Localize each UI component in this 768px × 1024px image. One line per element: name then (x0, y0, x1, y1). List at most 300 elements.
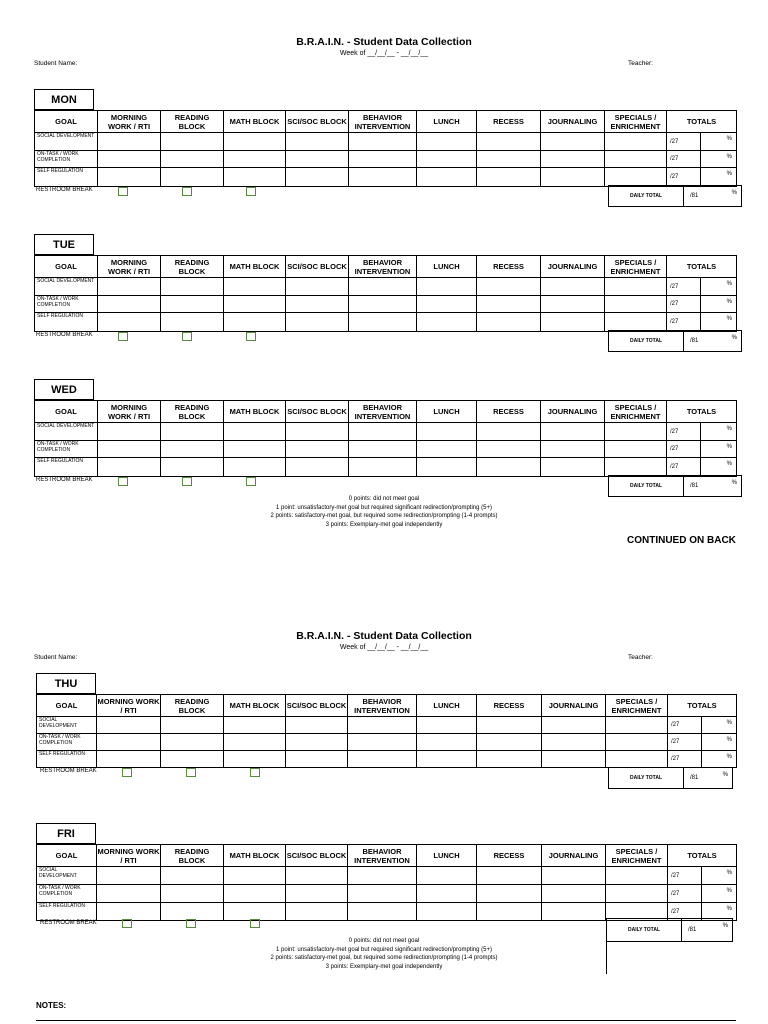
legend-line: 0 points: did not meet goal (348, 938, 420, 944)
scoring-legend (0, 495, 768, 529)
row-percent[interactable]: % (701, 313, 737, 332)
row-percent[interactable]: % (701, 296, 737, 313)
score-cell[interactable] (477, 423, 541, 441)
score-cell[interactable] (161, 751, 224, 768)
score-cell[interactable] (349, 168, 417, 187)
score-cell[interactable] (349, 423, 417, 441)
goal-label: SOCIAL DEVELOPMENT (35, 278, 98, 296)
score-cell[interactable] (542, 751, 606, 768)
daily-total-percent[interactable]: % (722, 923, 728, 929)
score-cell[interactable] (605, 151, 667, 168)
table-row (35, 423, 737, 441)
header-reading: READING BLOCK (161, 845, 224, 867)
score-cell[interactable] (161, 151, 224, 168)
score-cell[interactable] (98, 423, 161, 441)
header-recess: RECESS (477, 845, 542, 867)
restroom-label: RESTROOM BREAK (36, 477, 93, 483)
score-cell[interactable] (605, 168, 667, 187)
header-math: MATH BLOCK (224, 695, 286, 717)
score-cell[interactable] (161, 867, 224, 885)
daily-total-label: DAILY TOTAL (609, 331, 684, 351)
score-cell[interactable] (224, 133, 286, 151)
score-cell[interactable] (477, 734, 542, 751)
restroom-checkbox[interactable] (186, 919, 196, 928)
daily-total-value[interactable]: /81 (690, 775, 699, 781)
score-cell[interactable] (477, 717, 542, 734)
row-total[interactable]: /27 (667, 278, 701, 296)
goal-label: ON-TASK / WORK COMPLETION (35, 151, 98, 168)
header-math: MATH BLOCK (224, 845, 286, 867)
score-cell[interactable] (417, 717, 477, 734)
restroom-checkbox[interactable] (186, 768, 196, 777)
row-total[interactable]: /27 (667, 441, 701, 458)
score-cell[interactable] (477, 885, 542, 903)
daily-total-label: DAILY TOTAL (609, 476, 684, 496)
score-cell[interactable] (417, 441, 477, 458)
score-cell[interactable] (417, 734, 477, 751)
row-percent[interactable]: % (701, 458, 737, 477)
score-cell[interactable] (224, 168, 286, 187)
score-cell[interactable] (477, 441, 541, 458)
table-row (37, 867, 737, 885)
score-cell[interactable] (348, 903, 417, 921)
score-cell[interactable] (286, 885, 348, 903)
score-cell[interactable] (97, 751, 161, 768)
header-goal: GOAL (35, 401, 98, 423)
score-cell[interactable] (542, 717, 606, 734)
score-cell[interactable] (98, 441, 161, 458)
score-cell[interactable] (477, 278, 541, 296)
header-recess: RECESS (477, 256, 541, 278)
score-cell[interactable] (286, 441, 349, 458)
row-percent[interactable]: % (701, 168, 737, 187)
fri-data-table (36, 844, 737, 921)
row-percent[interactable]: % (702, 751, 737, 768)
score-cell[interactable] (224, 423, 286, 441)
header-morning: MORNING WORK / RTI (97, 696, 160, 715)
score-cell[interactable] (477, 151, 541, 168)
daily-total-box (608, 185, 742, 207)
row-total[interactable]: /27 (667, 168, 701, 187)
goal-label: ON-TASK / WORK COMPLETION (37, 885, 97, 903)
score-cell[interactable] (477, 867, 542, 885)
score-cell[interactable] (541, 133, 605, 151)
score-cell[interactable] (605, 458, 667, 477)
score-cell[interactable] (477, 168, 541, 187)
goal-label: SELF REGULATION (35, 458, 98, 477)
score-cell[interactable] (224, 717, 286, 734)
row-percent[interactable]: % (702, 734, 737, 751)
header-journaling: JOURNALING (541, 111, 605, 133)
row-total[interactable]: /27 (667, 458, 701, 477)
header-goal: GOAL (35, 111, 98, 133)
row-percent[interactable]: % (702, 903, 737, 921)
score-cell[interactable] (417, 867, 477, 885)
header-totals: TOTALS (667, 111, 737, 133)
score-cell[interactable] (541, 441, 605, 458)
legend-line: 3 points: Exemplary-met goal independently (325, 963, 443, 970)
header-reading: READING BLOCK (161, 401, 224, 423)
header-scisoc: SCI/SOC BLOCK (286, 111, 349, 133)
daily-total-percent[interactable]: % (731, 335, 737, 341)
score-cell[interactable] (349, 133, 417, 151)
score-cell[interactable] (98, 168, 161, 187)
restroom-checkbox[interactable] (122, 919, 132, 928)
score-cell[interactable] (417, 296, 477, 313)
row-total[interactable]: /27 (667, 423, 701, 441)
header-behavior: BEHAVIOR INTERVENTION (348, 845, 417, 867)
row-total[interactable]: /27 (667, 151, 701, 168)
restroom-checkbox[interactable] (182, 477, 192, 486)
score-cell[interactable] (417, 168, 477, 187)
daily-total-value[interactable]: /81 (688, 927, 697, 933)
score-cell[interactable] (349, 441, 417, 458)
header-goal: GOAL (35, 256, 98, 278)
score-cell[interactable] (286, 717, 348, 734)
row-total[interactable]: /27 (668, 734, 702, 751)
score-cell[interactable] (477, 751, 542, 768)
restroom-checkbox[interactable] (182, 332, 192, 341)
score-cell[interactable] (98, 296, 161, 313)
notes-label: NOTES: (36, 1001, 67, 1010)
page-title: B.R.A.I.N. - Student Data Collection (296, 630, 472, 642)
score-cell[interactable] (477, 458, 541, 477)
score-cell[interactable] (417, 885, 477, 903)
score-cell[interactable] (349, 313, 417, 332)
restroom-label: RESTROOM BREAK (36, 187, 93, 193)
score-cell[interactable] (542, 867, 606, 885)
row-total[interactable]: /27 (667, 313, 701, 332)
score-cell[interactable] (224, 278, 286, 296)
student-name-label[interactable]: Student Name: (34, 654, 78, 661)
score-cell[interactable] (417, 903, 477, 921)
score-cell[interactable] (224, 441, 286, 458)
header-specials: SPECIALS / ENRICHMENT (605, 256, 667, 278)
daily-total-label: DAILY TOTAL (609, 186, 684, 206)
score-cell[interactable] (417, 423, 477, 441)
table-row (35, 441, 737, 458)
header-lunch: LUNCH (417, 256, 477, 278)
row-total[interactable]: /27 (667, 133, 701, 151)
score-cell[interactable] (606, 734, 668, 751)
day-label-mon: MON (34, 89, 94, 110)
restroom-checkbox[interactable] (246, 477, 256, 486)
daily-total-value[interactable]: /81 (690, 483, 699, 489)
score-cell[interactable] (349, 151, 417, 168)
score-cell[interactable] (224, 885, 286, 903)
score-cell[interactable] (98, 313, 161, 332)
score-cell[interactable] (286, 423, 349, 441)
header-reading: READING BLOCK (161, 695, 224, 717)
score-cell[interactable] (477, 903, 542, 921)
row-percent[interactable]: % (702, 867, 737, 885)
goal-label: SOCIAL DEVELOPMENT (35, 133, 98, 151)
score-cell[interactable] (541, 423, 605, 441)
notes-line[interactable] (36, 1020, 736, 1021)
restroom-checkbox[interactable] (246, 332, 256, 341)
score-cell[interactable] (161, 885, 224, 903)
teacher-label[interactable]: Teacher: (628, 60, 653, 67)
score-cell[interactable] (605, 296, 667, 313)
header-goal: GOAL (37, 695, 97, 717)
score-cell[interactable] (161, 458, 224, 477)
header-totals: TOTALS (667, 256, 737, 278)
score-cell[interactable] (606, 867, 668, 885)
row-total[interactable]: /27 (667, 296, 701, 313)
legend-line: 1 point: unsatisfactory-met goal but required significant redirection/prompting (5+) (276, 504, 492, 511)
row-percent[interactable]: % (702, 885, 737, 903)
header-math: MATH BLOCK (224, 256, 286, 278)
score-cell[interactable] (348, 867, 417, 885)
score-cell[interactable] (161, 313, 224, 332)
header-journaling: JOURNALING (541, 256, 605, 278)
restroom-checkbox[interactable] (250, 919, 260, 928)
legend-line: 2 points: satisfactory-met goal, but required some redirection/prompting (1-4 prompts) (270, 513, 498, 519)
header-specials: SPECIALS / ENRICHMENT (605, 111, 667, 133)
score-cell[interactable] (286, 296, 349, 313)
header-totals: TOTALS (667, 401, 737, 423)
week-of-line[interactable]: Week of __/__/__ - __/__/__ (339, 50, 429, 57)
score-cell[interactable] (477, 133, 541, 151)
score-cell[interactable] (286, 751, 348, 768)
score-cell[interactable] (417, 151, 477, 168)
row-percent[interactable]: % (701, 151, 737, 168)
table-row (37, 734, 737, 751)
score-cell[interactable] (98, 278, 161, 296)
header-morning: MORNING WORK / RTI (98, 401, 161, 423)
row-total[interactable]: /27 (668, 885, 702, 903)
restroom-label: RESTROOM BREAK (40, 768, 97, 774)
score-cell[interactable] (541, 278, 605, 296)
continued-on-back: CONTINUED ON BACK (627, 535, 736, 546)
score-cell[interactable] (417, 278, 477, 296)
goal-label: ON-TASK / WORK COMPLETION (35, 441, 98, 458)
goal-label: SELF REGULATION (37, 903, 97, 921)
score-cell[interactable] (97, 903, 161, 921)
score-cell[interactable] (348, 717, 417, 734)
daily-total-value[interactable]: /81 (690, 193, 699, 199)
header-journaling: JOURNALING (541, 401, 605, 423)
score-cell[interactable] (161, 903, 224, 921)
score-cell[interactable] (286, 903, 348, 921)
row-percent[interactable]: % (701, 133, 737, 151)
score-cell[interactable] (606, 751, 668, 768)
row-percent[interactable]: % (701, 441, 737, 458)
table-row (35, 151, 737, 168)
score-cell[interactable] (161, 734, 224, 751)
row-total[interactable]: /27 (668, 867, 702, 885)
header-specials: SPECIALS / ENRICHMENT (606, 695, 668, 717)
wed-data-table (34, 400, 737, 477)
score-cell[interactable] (98, 133, 161, 151)
score-cell[interactable] (542, 903, 606, 921)
student-name-label[interactable]: Student Name: (34, 60, 78, 67)
score-cell[interactable] (417, 751, 477, 768)
score-cell[interactable] (161, 278, 224, 296)
score-cell[interactable] (161, 717, 224, 734)
score-cell[interactable] (606, 885, 668, 903)
header-totals: TOTALS (668, 845, 737, 867)
header-recess: RECESS (477, 695, 542, 717)
day-label-fri: FRI (36, 823, 96, 844)
row-percent[interactable]: % (701, 278, 737, 296)
header-morning: MORNING WORK / RTI (98, 256, 161, 278)
daily-total-percent[interactable]: % (722, 772, 728, 778)
score-cell[interactable] (348, 734, 417, 751)
score-cell[interactable] (161, 296, 224, 313)
score-cell[interactable] (286, 151, 349, 168)
score-cell[interactable] (477, 296, 541, 313)
restroom-checkbox[interactable] (118, 477, 128, 486)
table-row (35, 458, 737, 477)
score-cell[interactable] (224, 458, 286, 477)
goal-label: SOCIAL DEVELOPMENT (37, 867, 97, 885)
table-row (37, 751, 737, 768)
score-cell[interactable] (286, 278, 349, 296)
score-cell[interactable] (97, 734, 161, 751)
score-cell[interactable] (286, 867, 348, 885)
day-label-thu: THU (36, 673, 96, 694)
score-cell[interactable] (605, 441, 667, 458)
score-cell[interactable] (224, 751, 286, 768)
header-scisoc: SCI/SOC BLOCK (286, 695, 348, 717)
header-recess: RECESS (477, 111, 541, 133)
table-row (35, 133, 737, 151)
week-of-line[interactable]: Week of __/__/__ - __/__/__ (339, 644, 429, 651)
header-lunch: LUNCH (417, 401, 477, 423)
score-cell[interactable] (477, 313, 541, 332)
score-cell[interactable] (161, 441, 224, 458)
day-label-wed: WED (34, 379, 94, 400)
restroom-checkbox[interactable] (122, 768, 132, 777)
row-percent[interactable]: % (701, 423, 737, 441)
daily-total-percent[interactable]: % (731, 480, 737, 486)
restroom-label: RESTROOM BREAK (36, 332, 93, 338)
header-journaling: JOURNALING (542, 845, 606, 867)
score-cell[interactable] (417, 313, 477, 332)
score-cell[interactable] (97, 885, 161, 903)
score-cell[interactable] (224, 734, 286, 751)
score-cell[interactable] (97, 717, 161, 734)
legend-line: 2 points: satisfactory-met goal, but required some redirection/prompting (1-4 prompts) (270, 955, 498, 961)
score-cell[interactable] (606, 717, 668, 734)
legend-line: 0 points: did not meet goal (348, 496, 420, 502)
teacher-label[interactable]: Teacher: (628, 654, 653, 661)
score-cell[interactable] (349, 296, 417, 313)
scoring-legend (0, 937, 768, 971)
header-morning: MORNING WORK / RTI (97, 846, 160, 865)
header-behavior: BEHAVIOR INTERVENTION (349, 256, 417, 278)
score-cell[interactable] (417, 458, 477, 477)
score-cell[interactable] (605, 278, 667, 296)
score-cell[interactable] (161, 423, 224, 441)
goal-label: SELF REGULATION (35, 313, 98, 332)
score-cell[interactable] (224, 296, 286, 313)
header-behavior: BEHAVIOR INTERVENTION (349, 401, 417, 423)
legend-line: 3 points: Exemplary-met goal independently (325, 521, 443, 528)
score-cell[interactable] (542, 734, 606, 751)
restroom-checkbox[interactable] (182, 187, 192, 196)
score-cell[interactable] (97, 867, 161, 885)
restroom-checkbox[interactable] (250, 768, 260, 777)
table-row (37, 717, 737, 734)
score-cell[interactable] (605, 423, 667, 441)
score-cell[interactable] (286, 168, 349, 187)
header-behavior: BEHAVIOR INTERVENTION (348, 695, 417, 717)
header-lunch: LUNCH (417, 111, 477, 133)
header-lunch: LUNCH (417, 845, 477, 867)
score-cell[interactable] (348, 751, 417, 768)
table-row (37, 885, 737, 903)
score-cell[interactable] (605, 133, 667, 151)
goal-label: SOCIAL DEVELOPMENT (35, 423, 98, 441)
daily-total-value[interactable]: /81 (690, 338, 699, 344)
score-cell[interactable] (98, 458, 161, 477)
header-goal: GOAL (37, 845, 97, 867)
goal-label: ON-TASK / WORK COMPLETION (37, 734, 97, 751)
score-cell[interactable] (541, 458, 605, 477)
daily-total-percent[interactable]: % (731, 190, 737, 196)
tue-data-table (34, 255, 737, 332)
table-row (35, 168, 737, 187)
score-cell[interactable] (224, 867, 286, 885)
daily-total-label: DAILY TOTAL (609, 768, 684, 788)
restroom-checkbox[interactable] (118, 187, 128, 196)
score-cell[interactable] (348, 885, 417, 903)
daily-total-box (608, 767, 733, 789)
row-total[interactable]: /27 (668, 751, 702, 768)
score-cell[interactable] (224, 313, 286, 332)
score-cell[interactable] (349, 458, 417, 477)
score-cell[interactable] (98, 151, 161, 168)
score-cell[interactable] (541, 313, 605, 332)
score-cell[interactable] (224, 151, 286, 168)
score-cell[interactable] (542, 885, 606, 903)
mon-data-table (34, 110, 737, 187)
restroom-checkbox[interactable] (246, 187, 256, 196)
goal-label: ON-TASK / WORK COMPLETION (35, 296, 98, 313)
header-reading: READING BLOCK (161, 256, 224, 278)
score-cell[interactable] (286, 734, 348, 751)
header-totals: TOTALS (668, 695, 737, 717)
score-cell[interactable] (286, 313, 349, 332)
header-journaling: JOURNALING (542, 695, 606, 717)
score-cell[interactable] (286, 458, 349, 477)
score-cell[interactable] (349, 278, 417, 296)
header-morning: MORNING WORK / RTI (98, 111, 161, 133)
table-row (35, 296, 737, 313)
daily-total-box (608, 475, 742, 497)
score-cell[interactable] (224, 903, 286, 921)
score-cell[interactable] (417, 133, 477, 151)
row-percent[interactable]: % (702, 717, 737, 734)
score-cell[interactable] (541, 168, 605, 187)
score-cell[interactable] (541, 151, 605, 168)
header-scisoc: SCI/SOC BLOCK (286, 845, 348, 867)
daily-total-label: DAILY TOTAL (607, 919, 682, 941)
score-cell[interactable] (161, 168, 224, 187)
score-cell[interactable] (605, 313, 667, 332)
score-cell[interactable] (541, 296, 605, 313)
row-total[interactable]: /27 (668, 903, 702, 921)
header-specials: SPECIALS / ENRICHMENT (606, 845, 668, 867)
header-scisoc: SCI/SOC BLOCK (286, 256, 349, 278)
score-cell[interactable] (161, 133, 224, 151)
score-cell[interactable] (286, 133, 349, 151)
header-recess: RECESS (477, 401, 541, 423)
row-total[interactable]: /27 (668, 717, 702, 734)
restroom-checkbox[interactable] (118, 332, 128, 341)
